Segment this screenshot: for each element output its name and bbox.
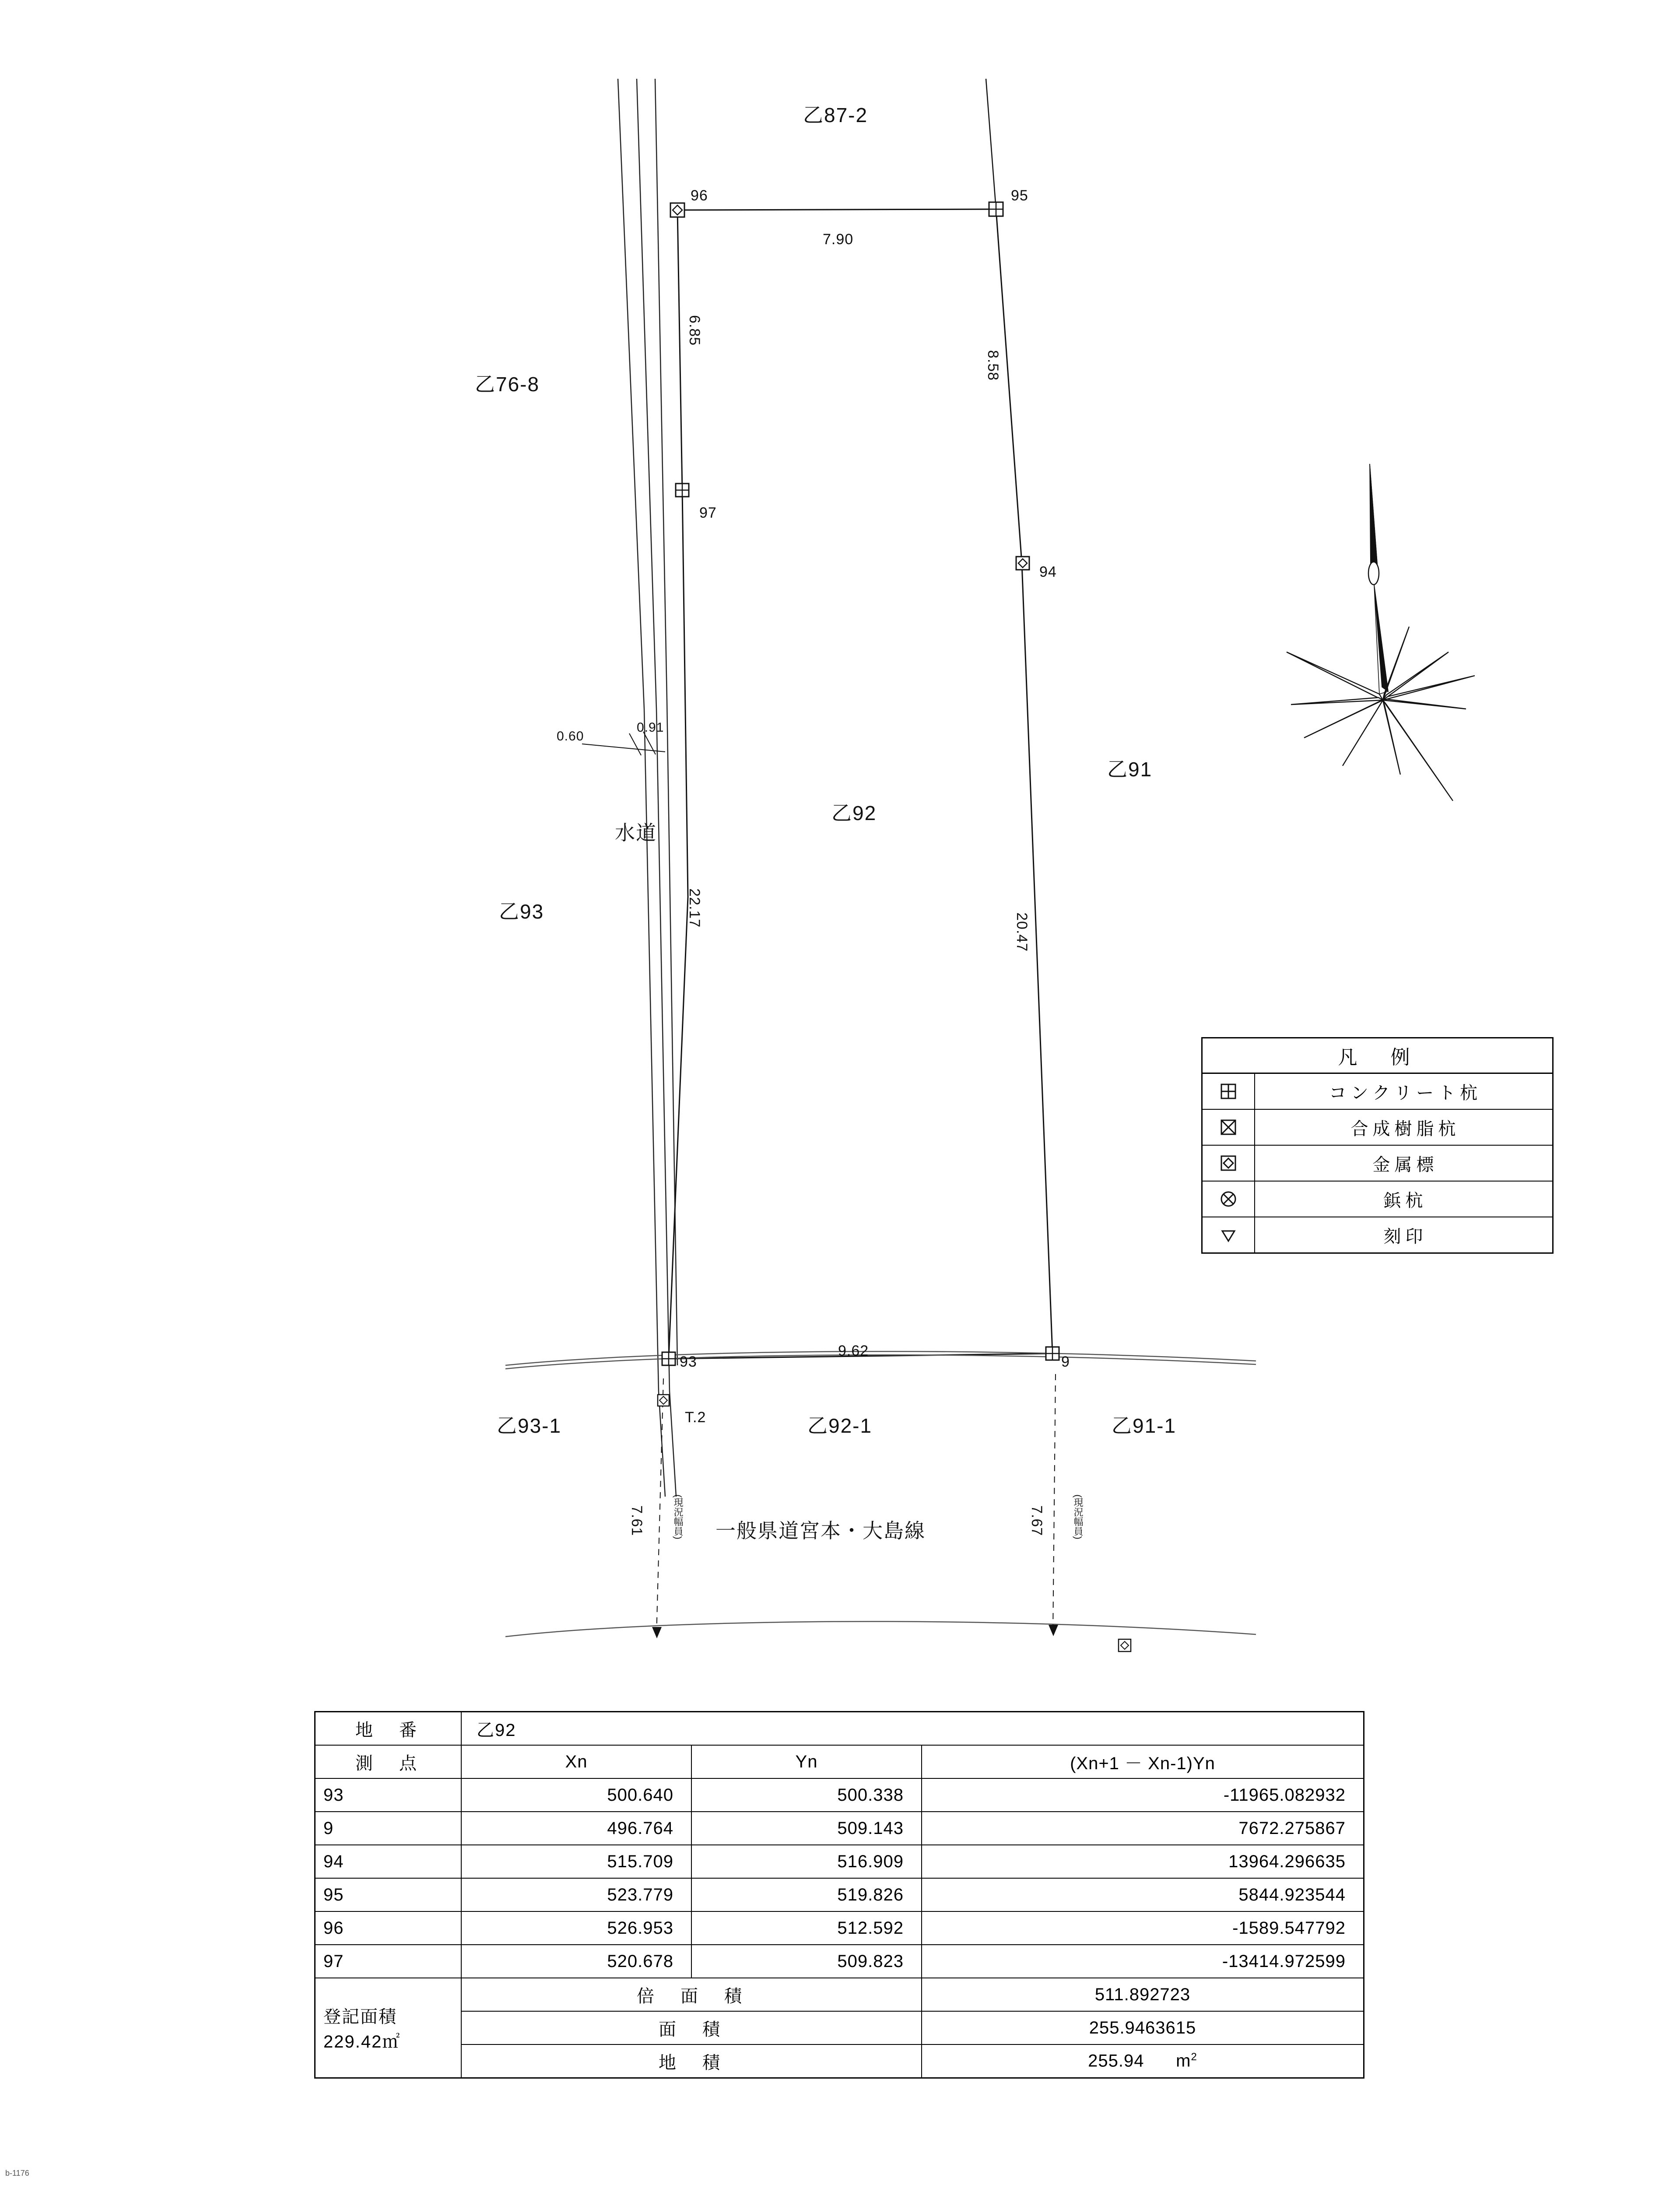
point-number-9: 9 — [1061, 1353, 1070, 1370]
note-genkyo-left: (現況幅員) — [673, 1494, 684, 1539]
dimension-9-62: 9.62 — [838, 1343, 869, 1359]
land-area-unit: m — [1176, 2051, 1191, 2071]
parcel-label-otsu-93-1: 乙93-1 — [497, 1414, 562, 1437]
legend-label-metal-marker: 金属標 — [1372, 1155, 1438, 1175]
legend-row-nail-pile — [1203, 1182, 1552, 1217]
dimension-7-61: 7.61 — [628, 1505, 645, 1536]
row-xn: 520.678 — [461, 1945, 691, 1978]
dimension-7-90: 7.90 — [823, 231, 854, 248]
metal-marker-icon — [1203, 1146, 1255, 1181]
label-suido: 水道 — [615, 821, 657, 844]
north-boundary-extension — [986, 79, 996, 209]
chiban-value: 乙92 — [461, 1712, 1364, 1746]
dimension-7-67: 7.67 — [1028, 1505, 1045, 1536]
parcel-92-boundary — [669, 209, 1052, 1359]
table-row-double-area — [315, 1978, 1364, 2011]
marker-96-metal — [670, 203, 684, 217]
table-row-area — [315, 2011, 1364, 2044]
row-xn: 526.953 — [461, 1911, 691, 1945]
engraved-mark-icon — [1203, 1217, 1255, 1252]
table-row-land-area — [315, 2044, 1364, 2078]
resin-pile-icon — [1203, 1110, 1255, 1145]
dimension-20-47: 20.47 — [1014, 912, 1030, 952]
legend-row-metal-marker — [1203, 1146, 1552, 1182]
row-yn: 512.592 — [691, 1911, 922, 1945]
north-arrow-icon — [1287, 464, 1475, 801]
legend-label-engraved-mark: 刻印 — [1383, 1227, 1427, 1246]
parcel-label-otsu-91-1: 乙91-1 — [1112, 1414, 1177, 1437]
label-road-name: 一般県道宮本・大島線 — [715, 1519, 926, 1542]
row-yn: 509.823 — [691, 1945, 922, 1978]
small-offset-dimension — [582, 732, 665, 755]
parcel-label-otsu-76-8: 乙76-8 — [475, 373, 540, 396]
marker-9-concrete — [1046, 1347, 1059, 1360]
dimension-0-91: 0.91 — [637, 720, 664, 735]
marker-97-concrete — [676, 484, 689, 497]
legend-title: 凡 例 — [1203, 1038, 1552, 1074]
water-channel-lines — [618, 79, 677, 1497]
header-xn: Xn — [461, 1745, 691, 1778]
table-header-row — [315, 1745, 1364, 1778]
marker-95-concrete — [989, 202, 1003, 216]
row-point: 97 — [315, 1945, 462, 1978]
parcel-label-otsu-92: 乙92 — [831, 802, 877, 824]
page-code: b-1176 — [5, 2169, 29, 2177]
registered-area-value: 229.42㎡ — [323, 2032, 401, 2051]
marker-road-metal — [1119, 1639, 1131, 1652]
point-number-93: 93 — [680, 1353, 697, 1370]
survey-markers — [658, 202, 1131, 1652]
row-point: 96 — [315, 1911, 462, 1945]
legend-label-nail-pile: 鋲杭 — [1383, 1191, 1427, 1210]
area-value: 255.9463615 — [922, 2011, 1364, 2044]
road-width-dimension-lines — [656, 1374, 1056, 1637]
row-xn: 496.764 — [461, 1812, 691, 1845]
dimension-8-58: 8.58 — [985, 350, 1001, 381]
legend-label-concrete-pile: コンクリート杭 — [1329, 1083, 1482, 1103]
header-formula: (Xn+1 － Xn-1)Yn — [922, 1745, 1364, 1778]
registered-area-label: 登記面積 — [323, 2007, 397, 2027]
row-value: 5844.923544 — [922, 1878, 1364, 1911]
row-point: 93 — [315, 1778, 462, 1812]
legend-label-resin-pile: 合成樹脂杭 — [1350, 1119, 1460, 1139]
row-value: -1589.547792 — [922, 1911, 1364, 1945]
marker-94-metal — [1016, 557, 1029, 570]
row-yn: 509.143 — [691, 1812, 922, 1845]
table-row — [315, 1911, 1364, 1945]
legend-row-concrete-pile — [1203, 1074, 1552, 1110]
table-row-chiban — [315, 1712, 1364, 1746]
point-number-97: 97 — [699, 505, 717, 521]
row-xn: 523.779 — [461, 1878, 691, 1911]
legend-box — [1201, 1037, 1554, 1254]
parcel-label-otsu-92-1: 乙92-1 — [807, 1414, 873, 1437]
marker-93-concrete — [662, 1352, 675, 1365]
header-yn: Yn — [691, 1745, 922, 1778]
land-area-cell: 255.94 $m^2$ — [922, 2044, 1364, 2078]
table-row — [315, 1778, 1364, 1812]
table-row — [315, 1845, 1364, 1878]
marker-t2-metal — [658, 1395, 669, 1406]
chiban-label: 地 番 — [315, 1712, 462, 1746]
row-point: 9 — [315, 1812, 462, 1845]
note-genkyo-right: (現況幅員) — [1073, 1494, 1084, 1539]
double-area-value: 511.892723 — [922, 1978, 1364, 2011]
dimension-22-17: 22.17 — [686, 888, 703, 928]
row-xn: 515.709 — [461, 1845, 691, 1878]
nail-pile-icon — [1203, 1182, 1255, 1217]
area-label: 面 積 — [461, 2011, 922, 2044]
row-value: -11965.082932 — [922, 1778, 1364, 1812]
row-point: 94 — [315, 1845, 462, 1878]
road-width-arrowheads — [652, 1625, 1058, 1638]
row-point: 95 — [315, 1878, 462, 1911]
point-number-96: 96 — [691, 187, 708, 204]
table-row — [315, 1945, 1364, 1978]
row-value: -13414.972599 — [922, 1945, 1364, 1978]
point-number-t2: T.2 — [685, 1409, 706, 1426]
dimension-0-60: 0.60 — [557, 729, 584, 743]
row-yn: 516.909 — [691, 1845, 922, 1878]
point-number-94: 94 — [1039, 564, 1057, 580]
parcel-label-otsu-87-2: 乙87-2 — [803, 104, 868, 126]
row-value: 13964.296635 — [922, 1845, 1364, 1878]
header-point: 測 点 — [315, 1745, 462, 1778]
row-xn: 500.640 — [461, 1778, 691, 1812]
land-area-value: 255.94 — [1088, 2051, 1144, 2071]
legend-row-resin-pile — [1203, 1110, 1552, 1146]
table-row — [315, 1812, 1364, 1845]
land-area-label: 地 積 — [461, 2044, 922, 2078]
table-row — [315, 1878, 1364, 1911]
parcel-label-otsu-93: 乙93 — [499, 900, 544, 923]
dimension-6-85: 6.85 — [686, 315, 703, 346]
point-number-95: 95 — [1011, 187, 1028, 204]
row-value: 7672.275867 — [922, 1812, 1364, 1845]
road-edge-lines — [505, 1351, 1256, 1637]
parcel-label-otsu-91: 乙91 — [1107, 758, 1153, 781]
row-yn: 519.826 — [691, 1878, 922, 1911]
double-area-label: 倍 面 積 — [461, 1978, 922, 2011]
registered-area-cell — [315, 1978, 462, 2078]
coordinate-table — [314, 1711, 1364, 2079]
concrete-pile-icon — [1203, 1074, 1255, 1109]
legend-row-engraved-mark — [1203, 1217, 1552, 1252]
row-yn: 500.338 — [691, 1778, 922, 1812]
